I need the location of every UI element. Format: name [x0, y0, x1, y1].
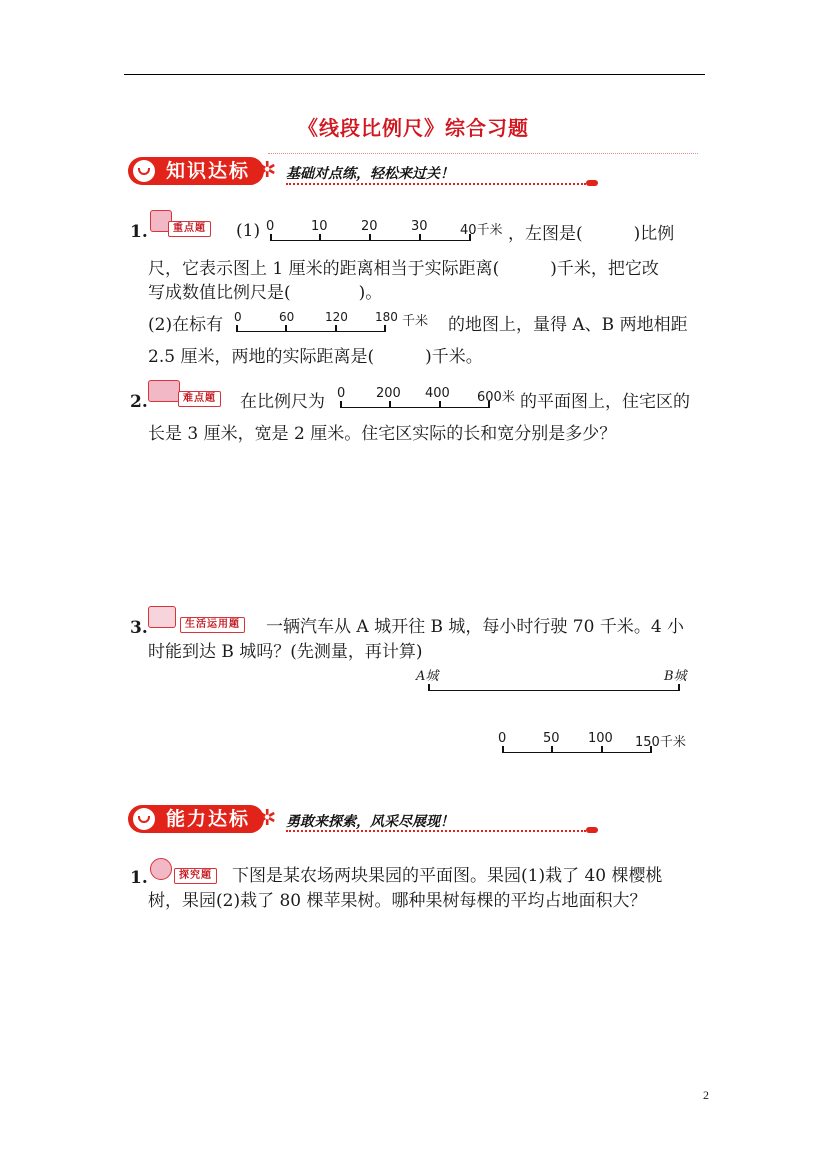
ruler-label: 0: [266, 219, 275, 234]
section-heading-pill: [128, 805, 264, 833]
question-text: 下图是某农场两块果园的平面图。果园(1)栽了 40 棵樱桃: [232, 866, 663, 886]
dotted-divider: [286, 183, 586, 185]
ruler-label: 150千米: [635, 735, 686, 750]
ruler-label: 40千米: [460, 223, 503, 238]
question-text: 在比例尺为: [240, 392, 325, 412]
question-number: 1.: [130, 868, 148, 888]
scale-ruler-4: [502, 746, 652, 753]
ruler-tick: [551, 746, 553, 753]
ruler-tick: [389, 401, 391, 408]
ruler-label: 0: [234, 310, 242, 324]
route-segment: [428, 684, 680, 691]
ruler-label: 400: [425, 386, 450, 401]
question-tag: 生活运用题: [180, 617, 245, 633]
ruler-tick: [439, 401, 441, 408]
question-text: 时能到达 B 城吗？(先测量，再计算): [148, 642, 423, 662]
question-text: 一辆汽车从 A 城开往 B 城，每小时行驶 70 千米。4 小: [266, 617, 685, 637]
section-banner-ability: [128, 805, 703, 835]
header-rule: [124, 74, 705, 75]
question-number: 3.: [130, 618, 148, 638]
divider-end: [586, 180, 598, 186]
section-banner-knowledge: [128, 157, 703, 187]
question-text: 树，果园(2)栽了 80 棵苹果树。哪种果树每棵的平均占地面积大？: [148, 891, 647, 911]
ruler-label: 600米: [477, 390, 515, 405]
flower-icon: ✲: [258, 158, 277, 183]
ruler-label: 20: [361, 219, 378, 234]
ruler-tick: [319, 234, 321, 241]
faint-rule: [268, 153, 698, 154]
section-slogan: 基础对点练，轻松来过关！: [286, 166, 454, 182]
question-text: ，左图是( )比例: [508, 224, 675, 244]
dotted-divider: [286, 830, 586, 832]
city-b-label: B城: [664, 669, 687, 684]
question-text: 写成数值比例尺是( )。: [148, 283, 383, 303]
daily-life-icon: [148, 606, 176, 628]
question-tag: 探究题: [174, 868, 217, 884]
ruler-label: 30: [411, 219, 428, 234]
ruler-label: 0: [337, 386, 346, 401]
city-a-label: A城: [416, 669, 439, 684]
smile-icon: [133, 160, 155, 182]
question-number: 1.: [130, 222, 148, 242]
segment-end: [428, 684, 430, 691]
question-text: 的平面图上，住宅区的: [520, 392, 690, 412]
question-number: 2.: [130, 392, 148, 412]
ruler-tick: [419, 234, 421, 241]
section-heading: 知识达标: [166, 160, 251, 182]
question-text: 的地图上，量得 A、B 两地相距: [448, 315, 688, 335]
question-tag: 重点题: [168, 221, 211, 237]
question-text: 长是 3 厘米，宽是 2 厘米。住宅区实际的长和宽分别是多少？: [148, 424, 617, 444]
smile-icon: [133, 808, 155, 830]
section-slogan: 勇敢来探索，风采尽展现！: [286, 814, 454, 830]
divider-end: [586, 827, 598, 833]
segment-end: [678, 684, 680, 691]
page-title: 《线段比例尺》综合习题: [298, 116, 529, 140]
ruler-tick: [369, 234, 371, 241]
page-number: 2: [703, 1088, 709, 1102]
scale-ruler-3: [340, 401, 490, 408]
ruler-tick: [270, 234, 272, 241]
ruler-tick: [236, 325, 238, 332]
ruler-tick: [601, 746, 603, 753]
ruler-label: 100: [588, 731, 613, 746]
section-heading: 能力达标: [166, 808, 251, 830]
ruler-label: 200: [376, 386, 401, 401]
ruler-tick: [340, 401, 342, 408]
ruler-label: 180: [375, 310, 398, 324]
question-text: 2.5 厘米，两地的实际距离是( )千米。: [148, 347, 483, 367]
section-heading-pill: [128, 157, 264, 185]
scale-ruler-2: [236, 325, 386, 332]
question-text: 尺，它表示图上 1 厘米的距离相当于实际距离( )千米，把它改: [148, 259, 659, 279]
explore-icon: [150, 858, 172, 880]
ruler-tick: [285, 325, 287, 332]
ruler-label: 10: [311, 219, 328, 234]
part-label: (1): [236, 221, 261, 241]
flower-icon: ✲: [258, 806, 277, 831]
ruler-tick: [384, 325, 386, 332]
ruler-label: 60: [279, 310, 295, 324]
ruler-label: 0: [498, 731, 507, 746]
ruler-tick: [502, 746, 504, 753]
ruler-tick: [335, 325, 337, 332]
ruler-label: 120: [325, 310, 348, 324]
ruler-label: 50: [543, 731, 560, 746]
scale-ruler-1: [270, 234, 470, 241]
difficult-point-icon: [148, 380, 180, 402]
question-text: (2)在标有: [148, 315, 224, 335]
ruler-unit: 千米: [402, 314, 429, 329]
question-tag: 难点题: [178, 391, 221, 407]
